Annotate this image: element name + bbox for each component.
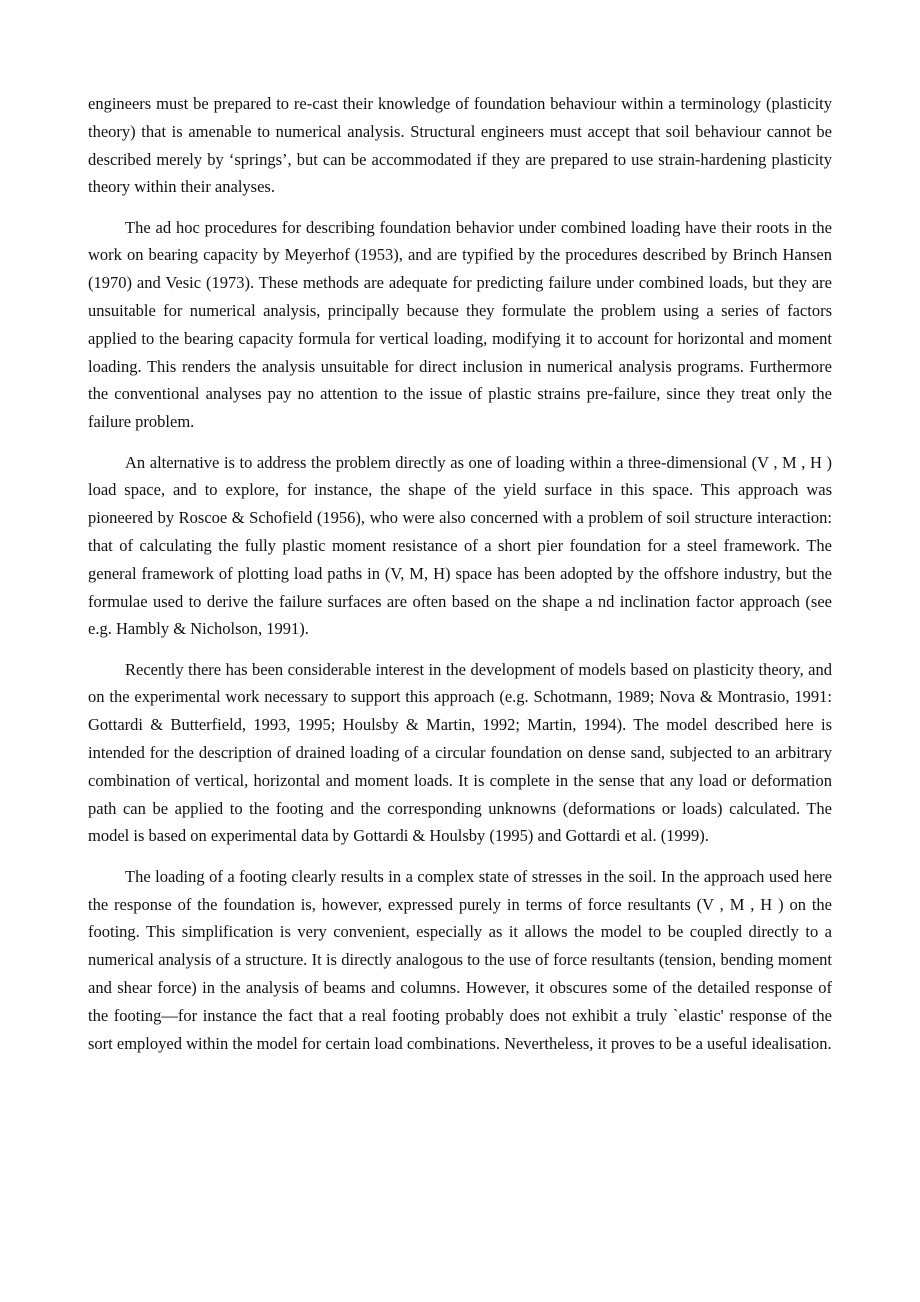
paragraph-continuation: engineers must be prepared to re-cast their knowledge of foundation behaviour within a terminology (plasticity theory) that is amenable to numerical analysis. Structural engineers must accept that soil behaviour cannot be described merely by ‘springs’, but can be accommodated if they are prepared to use strain-hardening plasticity theory within their analyses.	[88, 94, 832, 197]
paragraph-load-space-alternative: An alternative is to address the problem directly as one of loading within a three-dimensional (V , M , H ) load space, and to explore, for instance, the shape of the yield surface in this space. This approach was pioneered by Roscoe & Schofield (1956), who were also concerned with a problem of soil structure interaction: that of calculating the fully plastic moment resistance of a short pier foundation for a steel framework. The general framework of plotting load paths in (V, M, H) space has been adopted by the offshore industry, but the formulae used to derive the failure surfaces are often based on the shape a nd inclination factor approach (see e.g. Hambly & Nicholson, 1991).	[88, 452, 832, 639]
document-page	[88, 90, 832, 1070]
paragraph-force-resultants: The loading of a footing clearly results in a complex state of stresses in the soil. In the approach used here the response of the foundation is, however, expressed purely in terms of force resultants (V , M , H ) on the footing. This simplification is very convenient, especially as it allows the model to be coupled directly to a numerical analysis of a structure. It is directly analogous to the use of force resultants (tension, bending moment and shear force) in the analysis of beams and columns. However, it obscures some of the detailed response of the footing—for instance the fact that a real footing probably does not exhibit a truly `elastic' response of the sort employed within the model for certain load combinations. Nevertheless, it proves to be a useful idealisation.	[88, 866, 832, 1053]
paragraph-ad-hoc-procedures: The ad hoc procedures for describing foundation behavior under combined loading have their roots in the work on bearing capacity by Meyerhof (1953), and are typified by the procedures described by Brinch Hansen (1970) and Vesic (1973). These methods are adequate for predicting failure under combined loads, but they are unsuitable for numerical analysis, principally because they formulate the problem using a series of factors applied to the bearing capacity formula for vertical loading, modifying it to account for horizontal and moment loading. This renders the analysis unsuitable for direct inclusion in numerical analysis programs. Furthermore the conventional analyses pay no attention to the issue of plastic strains pre-failure, since they treat only the failure problem.	[88, 217, 832, 432]
paragraph-plasticity-models: Recently there has been considerable interest in the development of models based on plasticity theory, and on the experimental work necessary to support this approach (e.g. Schotmann, 1989; Nova & Montrasio, 1991: Gottardi & Butterfield, 1993, 1995; Houlsby & Martin, 1992; Martin, 1994). The model described here is intended for the description of drained loading of a circular foundation on dense sand, subjected to an arbitrary combination of vertical, horizontal and moment loads. It is complete in the sense that any load or deformation path can be applied to the footing and the corresponding unknowns (deformations or loads) calculated. The model is based on experimental data by Gottardi & Houlsby (1995) and Gottardi et al. (1999).	[88, 659, 832, 846]
